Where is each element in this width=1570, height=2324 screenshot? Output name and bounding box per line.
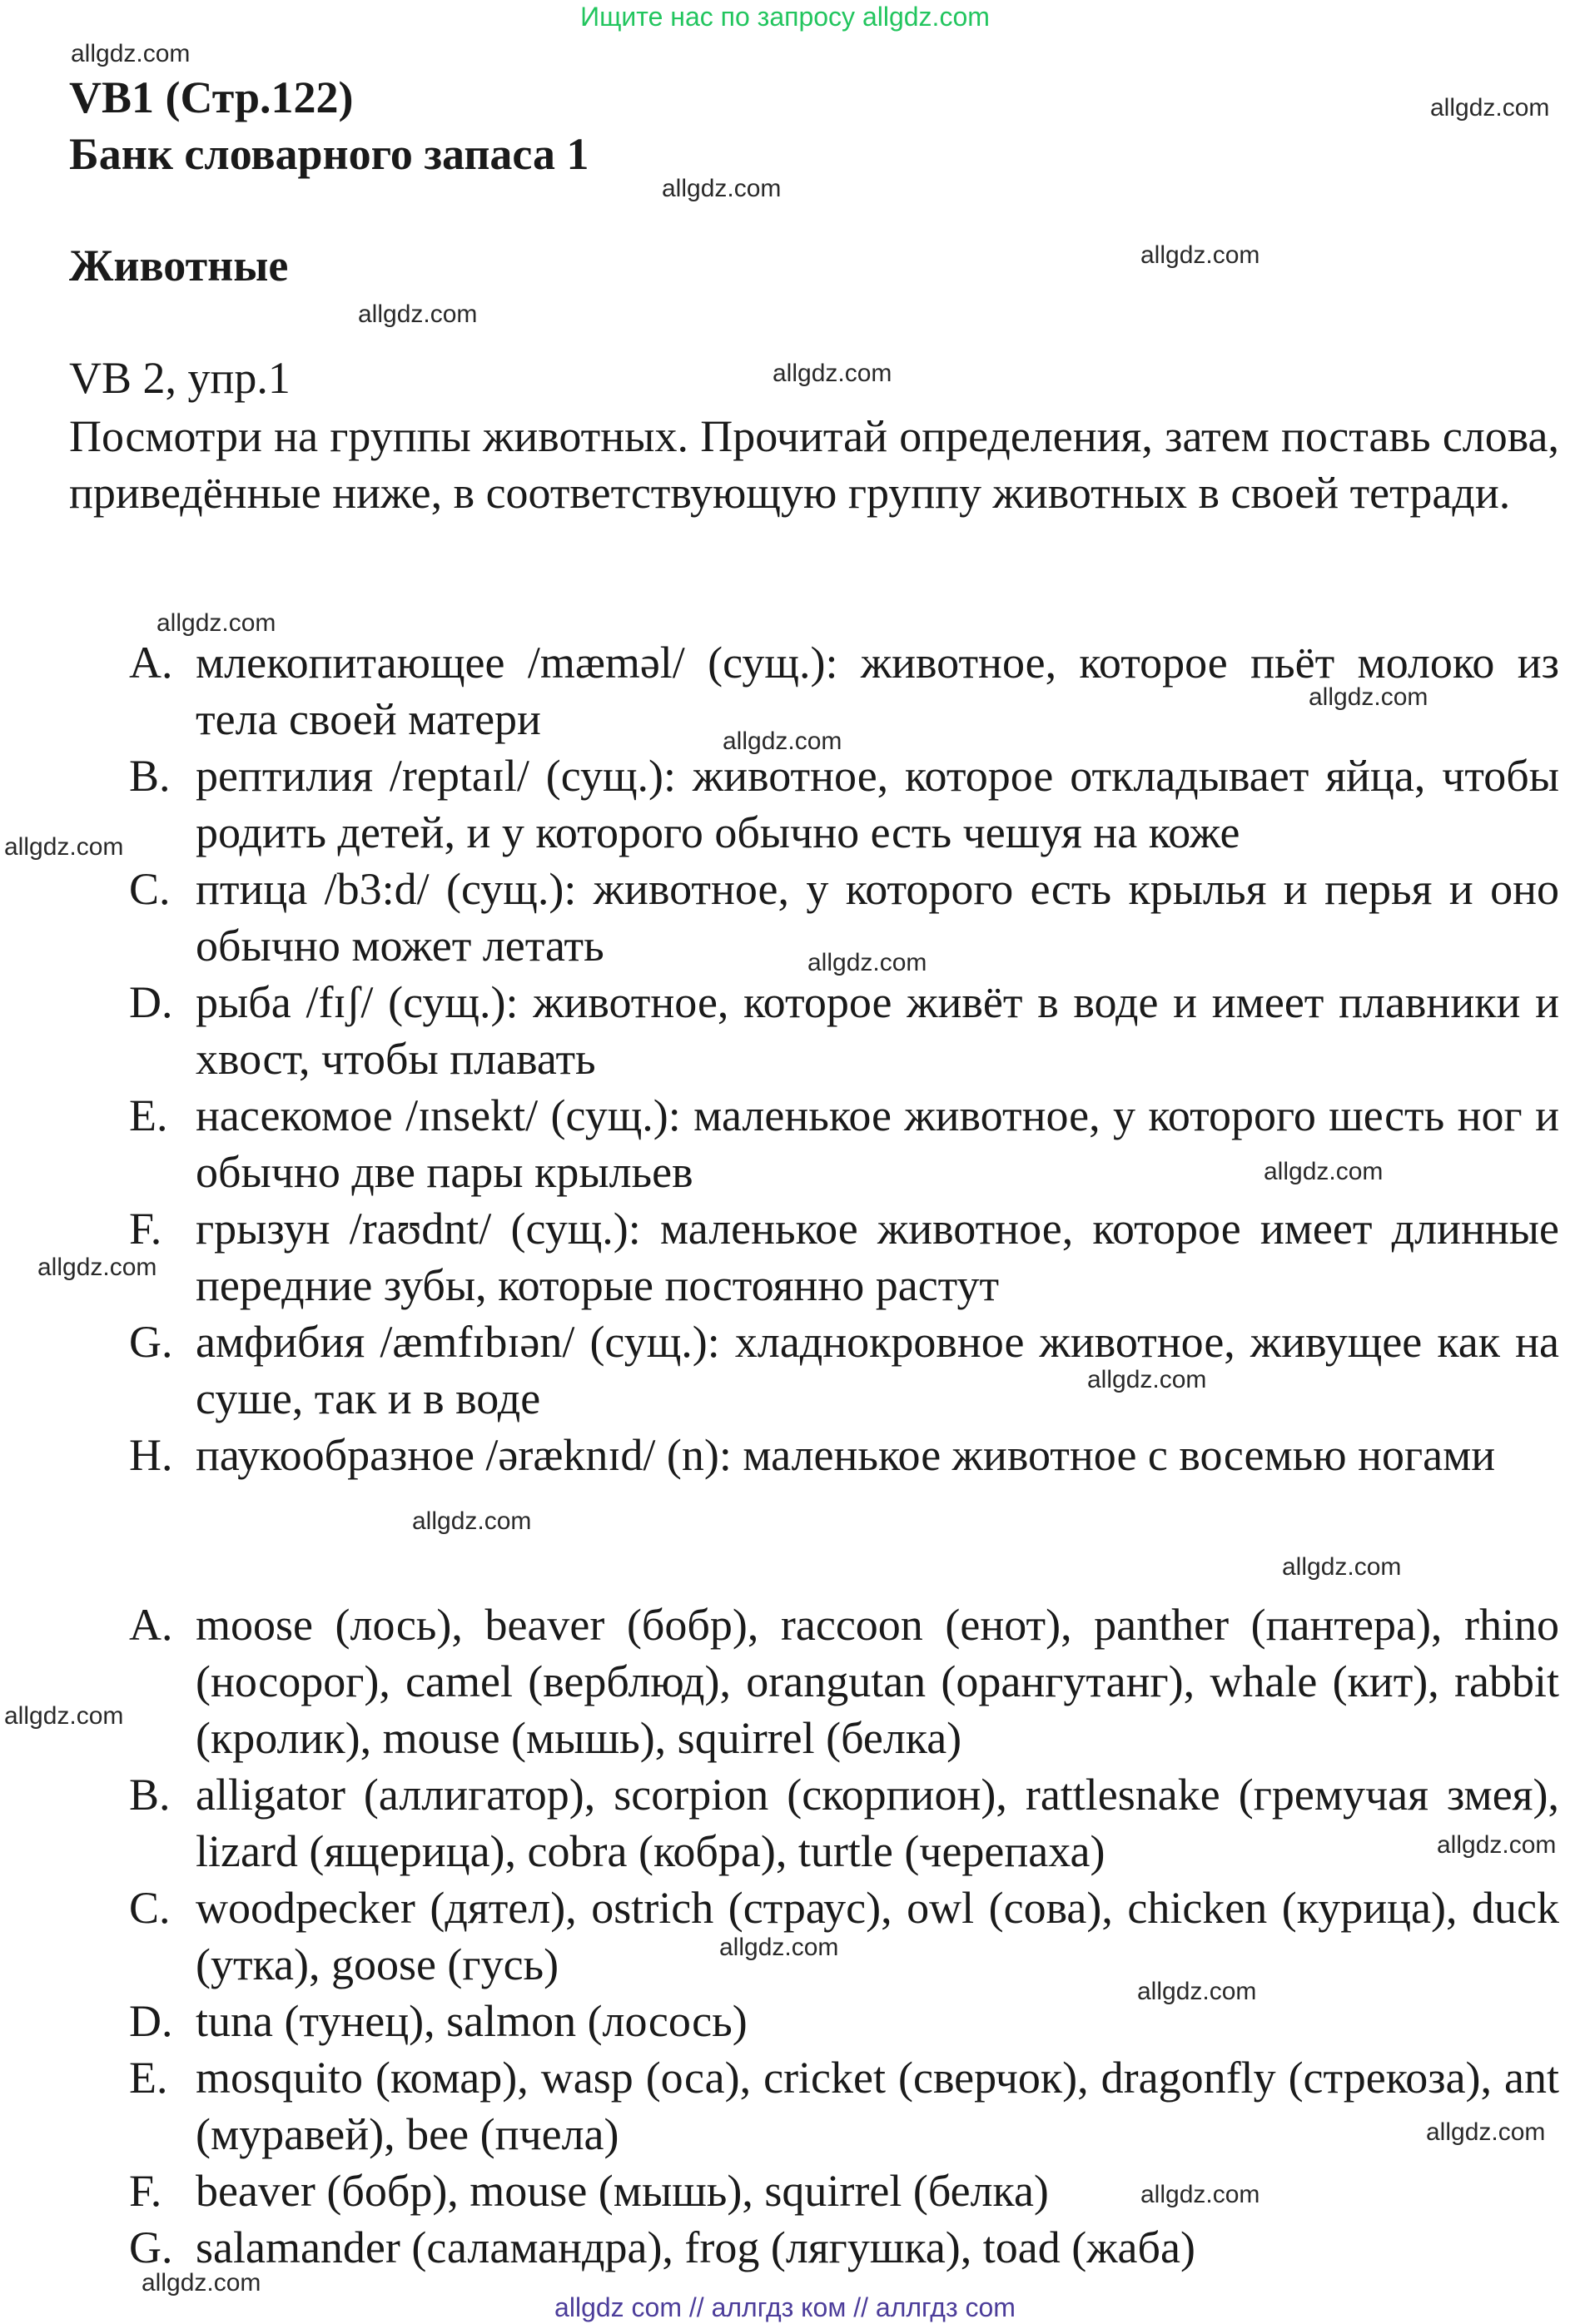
- item-letter: C.: [129, 864, 171, 914]
- watermark: allgdz.com: [1264, 1158, 1384, 1185]
- list-item: [0, 1766, 1570, 1880]
- watermark: allgdz.com: [4, 833, 124, 861]
- item-text: грызун /raʊdnt/ (сущ.): маленькое животное, которое имеет длинные передние зубы, которые постоянно растут: [196, 1204, 1559, 1310]
- watermark: allgdz.com: [662, 175, 782, 202]
- watermark: allgdz.com: [4, 1702, 124, 1730]
- watermark: allgdz.com: [1309, 683, 1428, 711]
- watermark: allgdz.com: [412, 1507, 532, 1535]
- list-item: [0, 2219, 1570, 2276]
- item-text: woodpecker (дятел), ostrich (страус), owl (сова), chicken (курица), duck (утка), goose (гусь): [196, 1883, 1559, 1989]
- item-letter: E.: [129, 1090, 168, 1140]
- watermark: allgdz.com: [157, 609, 276, 637]
- item-text: alligator (аллигатор), scorpion (скорпион), rattlesnake (гремучая змея), lizard (ящерица), cobra (кобра), turtle (черепаха): [196, 1770, 1559, 1876]
- list-item: [0, 747, 1570, 861]
- watermark: allgdz.com: [142, 2269, 261, 2297]
- item-letter: A.: [129, 638, 173, 688]
- list-item: [0, 974, 1570, 1087]
- watermark: allgdz.com: [71, 40, 191, 67]
- item-text: рыба /fɪʃ/ (сущ.): животное, которое живёт в воде и имеет плавники и хвост, чтобы плавать: [196, 977, 1559, 1084]
- watermark: allgdz.com: [773, 360, 892, 387]
- item-letter: D.: [129, 977, 173, 1027]
- page-subtitle: Банк словарного запаса 1: [69, 129, 589, 179]
- item-letter: F.: [129, 1204, 162, 1254]
- item-text: рептилия /reptaɪl/ (сущ.): животное, которое откладывает яйца, чтобы родить детей, и у которого обычно есть чешуя на коже: [196, 751, 1559, 857]
- item-text: насекомое /ɪnsekt/ (сущ.): маленькое животное, у которого шесть ног и обычно две пары крыльев: [196, 1090, 1559, 1197]
- watermark: allgdz.com: [1140, 2181, 1260, 2208]
- item-letter: E.: [129, 2053, 168, 2103]
- item-text: амфибия /æmfɪbɪən/ (сущ.): хладнокровное животное, живущее как на суше, так и в воде: [196, 1317, 1559, 1423]
- item-letter: D.: [129, 1996, 173, 2046]
- list-item: [0, 1313, 1570, 1427]
- item-letter: C.: [129, 1883, 171, 1933]
- item-letter: H.: [129, 1430, 173, 1480]
- list-item: [0, 861, 1570, 974]
- watermark: allgdz.com: [1140, 241, 1260, 269]
- watermark: allgdz.com: [1087, 1366, 1207, 1393]
- instructions: Посмотри на группы животных. Прочитай определения, затем поставь слова, приведённые ниже, в соответствующую группу животных в своей тетради.: [69, 411, 1559, 518]
- list-item: [0, 1993, 1570, 2049]
- item-text: salamander (саламандра), frog (лягушка), toad (жаба): [196, 2222, 1195, 2272]
- top-banner[interactable]: Ищите нас по запросу allgdz.com: [580, 2, 990, 32]
- item-letter: B.: [129, 751, 171, 801]
- item-text: moose (лось), beaver (бобр), raccoon (енот), panther (пантера), rhino (носорог), camel (верблюд), orangutan (орангутанг), whale (кит), rabbit (кролик), mouse (мышь), squirrel (белка): [196, 1600, 1559, 1763]
- item-text: tuna (тунец), salmon (лосось): [196, 1996, 748, 2046]
- section-title: Животные: [69, 241, 289, 290]
- watermark: allgdz.com: [719, 1934, 839, 1961]
- watermark: allgdz.com: [1426, 2118, 1546, 2146]
- watermark: allgdz.com: [1430, 94, 1550, 122]
- watermark: allgdz.com: [1137, 1978, 1257, 2005]
- list-item: [0, 1200, 1570, 1313]
- item-text: паукообразное /əræknɪd/ (n): маленькое животное с восемью ногами: [196, 1430, 1496, 1480]
- item-letter: B.: [129, 1770, 171, 1820]
- definitions-list: [0, 634, 1570, 1483]
- watermark: allgdz.com: [807, 949, 927, 976]
- item-text: птица /b3:d/ (сущ.): животное, у которого есть крылья и перья и оно обычно может летать: [196, 864, 1559, 971]
- bottom-banner[interactable]: allgdz com // аллгдз ком // аллгдз com: [554, 2292, 1016, 2322]
- item-text: beaver (бобр), mouse (мышь), squirrel (белка): [196, 2166, 1049, 2216]
- watermark: allgdz.com: [1282, 1553, 1402, 1581]
- item-letter: F.: [129, 2166, 162, 2216]
- item-letter: G.: [129, 2222, 173, 2272]
- list-item: [0, 2049, 1570, 2163]
- list-item: [0, 2163, 1570, 2219]
- watermark: allgdz.com: [1437, 1831, 1557, 1859]
- item-letter: A.: [129, 1600, 173, 1650]
- list-item: [0, 1427, 1570, 1483]
- item-letter: G.: [129, 1317, 173, 1367]
- item-text: mosquito (комар), wasp (оса), cricket (сверчок), dragonfly (стрекоза), ant (муравей), bee (пчела): [196, 2053, 1559, 2159]
- watermark: allgdz.com: [723, 727, 842, 755]
- watermark: allgdz.com: [358, 300, 478, 328]
- exercise-label: VB 2, упр.1: [69, 353, 291, 403]
- item-text: млекопитающее /mæməl/ (сущ.): животное, которое пьёт молоко из тела своей матери: [196, 638, 1559, 744]
- page-title: VB1 (Стр.122): [69, 72, 354, 122]
- watermark: allgdz.com: [37, 1254, 157, 1281]
- list-item: [0, 1597, 1570, 1766]
